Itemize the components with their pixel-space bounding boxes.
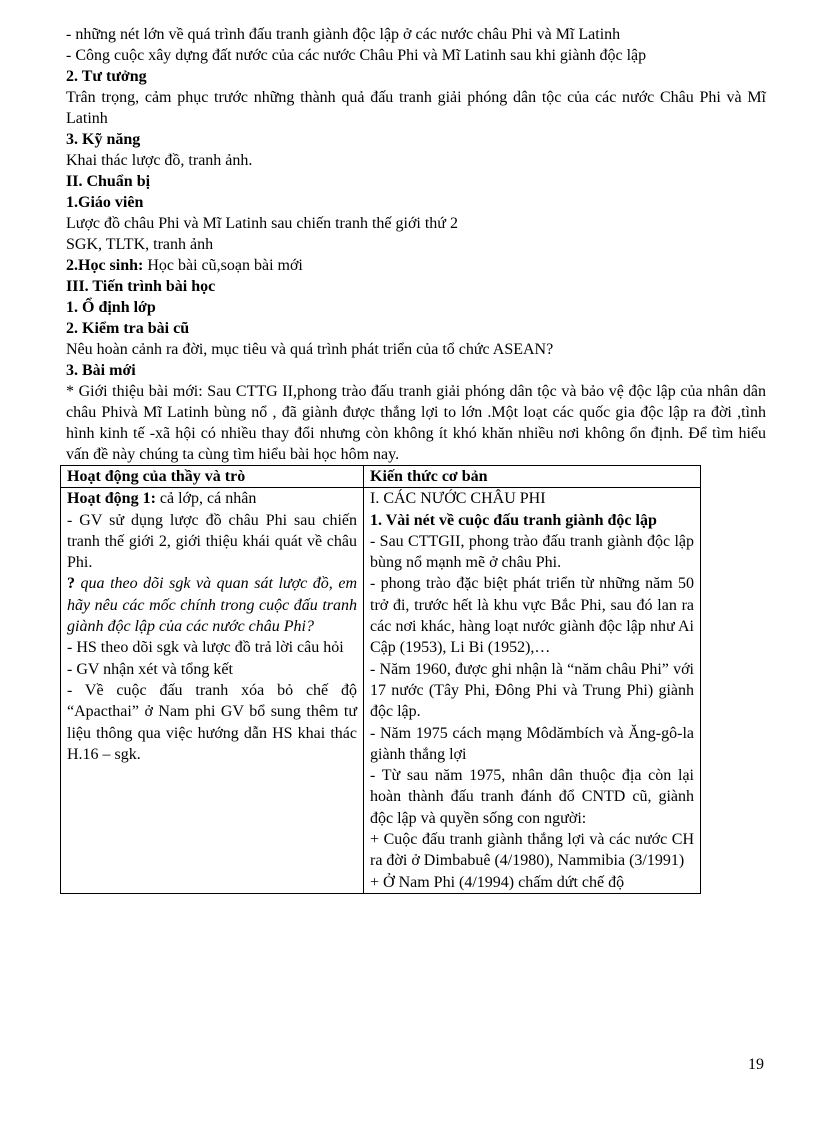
knowledge-point-1: - Sau CTTGII, phong trào đấu tranh giành độc lập bùng nổ mạnh mẽ ở châu Phi. (370, 532, 694, 572)
activity-step-1: - GV sử dụng lược đồ châu Phi sau chiến tranh thế giới 2, giới thiệu khái quát về châu Phi. (67, 511, 357, 572)
activity-mode: cả lớp, cá nhân (155, 490, 257, 508)
student-text: Học bài cũ,soạn bài mới (143, 257, 303, 274)
section-heading-thought: 2. Tư tưởng (66, 68, 147, 85)
part-heading-preparation: II. Chuẩn bị (66, 173, 151, 190)
knowledge-point-3: - Năm 1960, được ghi nhận là “năm châu Phi” với 17 nước (Tây Phi, Đông Phi và Trung Phi) giành độc lập. (370, 660, 694, 721)
part-heading-process: III. Tiến trình bài học (66, 278, 216, 295)
student-line (66, 255, 766, 276)
activity-question (67, 573, 357, 637)
student-label: 2.Học sinh: (66, 257, 144, 274)
activity-step-3: - GV nhận xét và tổng kết (67, 660, 233, 678)
knowledge-point-7: + Ở Nam Phi (4/1994) chấm dứt chế độ (370, 873, 625, 891)
teacher-line-1: Lược đồ châu Phi và Mĩ Latinh sau chiến tranh thế giới thứ 2 (66, 215, 458, 232)
step-text-2: Nêu hoàn cảnh ra đời, mục tiêu và quá trình phát triển của tổ chức ASEAN? (66, 341, 554, 358)
header-knowledge: Kiến thức cơ bản (364, 466, 701, 488)
step-heading-2: 2. Kiểm tra bài cũ (66, 320, 190, 337)
step-heading-1: 1. Ổ định lớp (66, 299, 156, 316)
section-heading-skills: 3. Kỹ năng (66, 131, 141, 148)
activity-step-2: - HS theo dõi sgk và lược đồ trả lời câu hỏi (67, 639, 344, 657)
knowledge-point-4: - Năm 1975 cách mạng Môdămbích và Ăng-gô-la giành thắng lợi (370, 724, 694, 763)
activities-cell (61, 488, 364, 894)
activity-label: Hoạt động 1: (67, 490, 156, 508)
lesson-table (60, 465, 701, 894)
objective-line-1: - những nét lớn về quá trình đấu tranh giành độc lập ở các nước châu Phi và Mĩ Latinh (66, 26, 621, 43)
knowledge-cell (364, 488, 701, 894)
lesson-intro-paragraph: * Giới thiệu bài mới: Sau CTTG II,phong trào đấu tranh giải phóng dân tộc và bảo vệ độc lập của nhân dân châu Phivà Mĩ Latinh bùng nổ , đã giành được thắng lợi to lớn .Một loạt các quốc gia độc lập ra đời ,tình hình kinh tế -xã hội có nhiều thay đổi nhưng còn không ít khó khăn nhiều nơi không ổn định. Để tìm hiểu vấn đề này chúng ta cùng tìm hiểu bài học hôm nay. (66, 383, 766, 463)
step-heading-3: 3. Bài mới (66, 362, 136, 379)
knowledge-point-2: - phong trào đặc biệt phát triển từ những năm 50 trở đi, trước hết là khu vực Bắc Phi, sau đó lan ra các nơi khác, hàng loạt nước giành độc lập như Ai Cập (1953), Li Bi (1952),… (370, 575, 694, 657)
question-text: qua theo dõi sgk và quan sát lược đồ, em hãy nêu các mốc chính trong cuộc đấu tranh giành độc lập của các nước châu Phi? (67, 575, 357, 636)
activity-step-4: - Về cuộc đấu tranh xóa bỏ chế độ “Apacthai” ở Nam phi GV bổ sung thêm tư liệu thông qua việc hướng dẫn HS khai thác H.16 – sgk. (67, 681, 357, 763)
page-number: 19 (748, 1056, 764, 1073)
table-header-row (61, 466, 701, 488)
knowledge-point-6: + Cuộc đấu tranh giành thắng lợi và các nước CH ra đời ở Dimbabuê (4/1980), Nammibia (3/1991) (370, 831, 694, 870)
teacher-line-2: SGK, TLTK, tranh ảnh (66, 236, 214, 253)
knowledge-point-5: - Từ sau năm 1975, nhân dân thuộc địa còn lại hoàn thành đấu tranh đánh đổ CNTD cũ, giành độc lập và quyền sống con người: (370, 767, 694, 827)
activity-heading (67, 488, 357, 509)
question-mark: ? (67, 575, 75, 593)
section-text-skills: Khai thác lược đồ, tranh ảnh. (66, 152, 253, 169)
knowledge-section-title: I. CÁC NƯỚC CHÂU PHI (370, 490, 546, 508)
document-page (66, 24, 766, 894)
objective-line-2: - Công cuộc xây dựng đất nước của các nước Châu Phi và Mĩ Latinh sau khi giành độc lập (66, 47, 647, 64)
table-row (61, 488, 701, 894)
knowledge-subsection-title: 1. Vài nét về cuộc đấu tranh giành độc lập (370, 511, 657, 529)
header-activities: Hoạt động của thầy và trò (61, 466, 364, 488)
teacher-heading: 1.Giáo viên (66, 194, 144, 211)
section-text-thought: Trân trọng, cảm phục trước những thành quả đấu tranh giải phóng dân tộc của các nước Châu Phi và Mĩ Latinh (66, 89, 766, 127)
